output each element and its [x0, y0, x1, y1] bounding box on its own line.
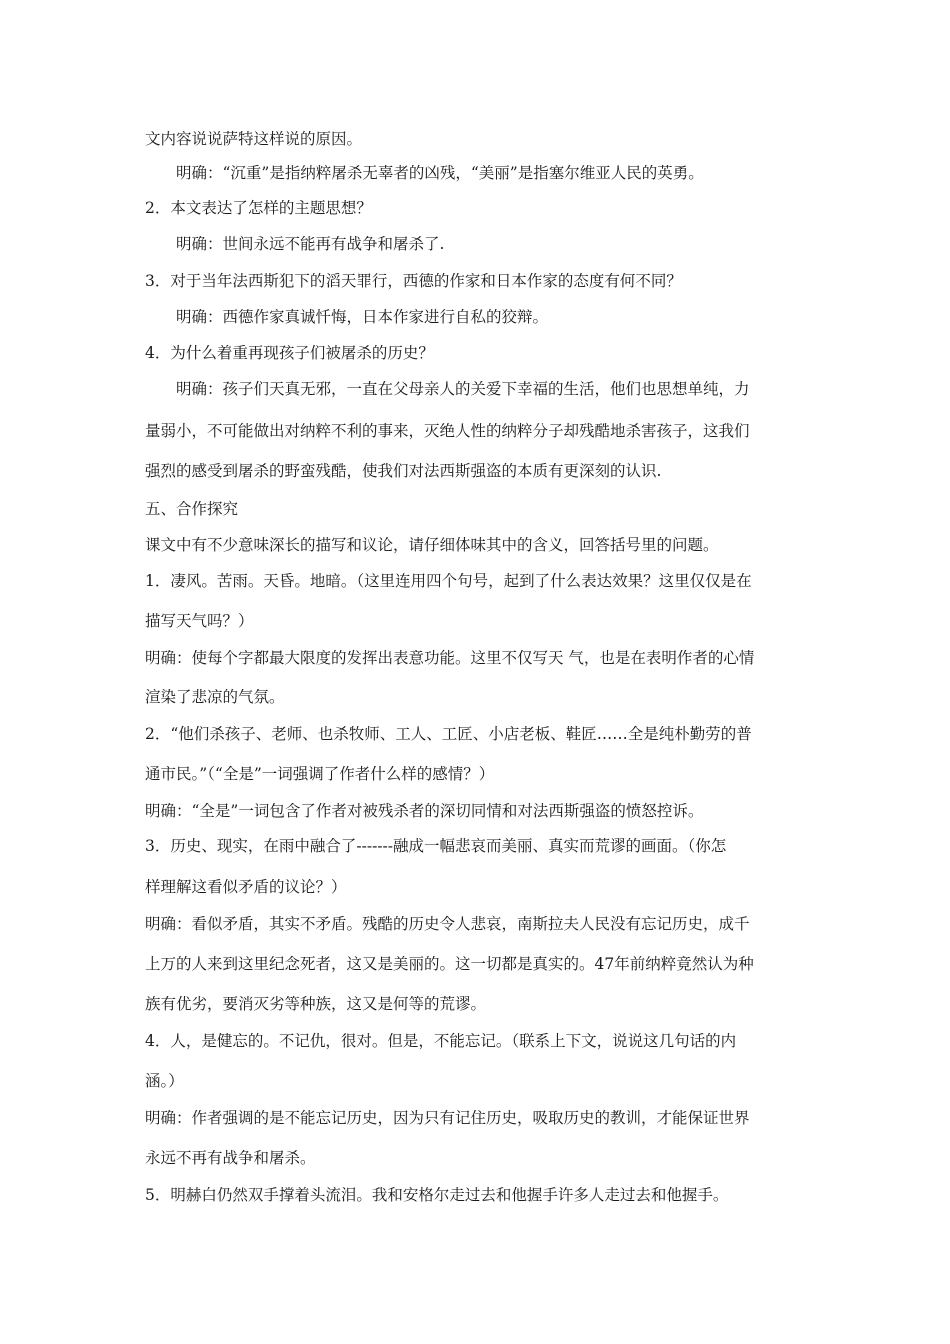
text-line: 永远不再有战争和屠杀。 [145, 1149, 316, 1167]
text-line: 1．凄风。苦雨。天昏。地暗。（这里连用四个句号，起到了什么表达效果？这里仅仅是在 [145, 572, 752, 590]
text-line: 涵。） [145, 1072, 184, 1090]
text-line: 族有优劣，要消灭劣等种族，这又是何等的荒谬。 [145, 995, 487, 1013]
section-heading: 五、合作探究 [145, 500, 239, 518]
text-line: 明确：西德作家真诚忏悔，日本作家进行自私的狡辩。 [176, 308, 549, 326]
text-line: 强烈的感受到屠杀的野蛮残酷，使我们对法西斯强盗的本质有更深刻的认识. [145, 462, 662, 480]
text-line: 5．明赫白仍然双手撑着头流泪。我和安格尔走过去和他握手许多人走过去和他握手。 [145, 1186, 729, 1204]
text-line: 文内容说说萨特这样说的原因。 [145, 130, 363, 148]
text-line: 上万的人来到这里纪念死者，这又是美丽的。这一切都是真实的。47年前纳粹竟然认为种 [145, 955, 754, 973]
text-line: 量弱小，不可能做出对纳粹不利的事来，灭绝人性的纳粹分子却残酷地杀害孩子，这我们 [145, 422, 750, 440]
text-line: 渲染了悲凉的气氛。 [145, 688, 285, 706]
text-line: 明确：作者强调的是不能忘记历史，因为只有记住历史，吸取历史的教训，才能保证世界 [145, 1109, 750, 1127]
text-line: 2．“他们杀孩子、老师、也杀牧师、工人、工匠、小店老板、鞋匠……全是纯朴勤劳的普 [145, 725, 752, 743]
text-line: 明确：“全是”一词包含了作者对被残杀者的深切同情和对法西斯强盗的愤怒控诉。 [145, 802, 704, 820]
text-line: 通市民。”（“全是”一词强调了作者什么样的感情？） [145, 765, 495, 783]
text-line: 2．本文表达了怎样的主题思想？ [145, 199, 372, 217]
text-line: 描写天气吗？） [145, 612, 254, 630]
text-line: 3．对于当年法西斯犯下的滔天罪行，西德的作家和日本作家的态度有何不同？ [145, 272, 682, 290]
text-line: 明确：“沉重”是指纳粹屠杀无辜者的凶残，“美丽”是指塞尔维亚人民的英勇。 [176, 164, 704, 182]
text-line: 明确：使每个字都最大限度的发挥出表意功能。这里不仅写天 气，也是在表明作者的心情 [145, 649, 755, 667]
text-line: 明确：看似矛盾，其实不矛盾。残酷的历史令人悲哀，南斯拉夫人民没有忘记历史，成千 [145, 915, 750, 933]
text-line: 明确：世间永远不能再有战争和屠杀了. [176, 235, 445, 253]
text-line: 3．历史、现实，在雨中融合了-------融成一幅悲哀而美丽、真实而荒谬的画面。（你怎 [145, 837, 727, 855]
text-line: 4．人，是健忘的。不记仇，很对。但是，不能忘记。（联系上下文，说说这几句话的内 [145, 1032, 737, 1050]
text-line: 样理解这看似矛盾的议论？） [145, 878, 347, 896]
text-line: 明确：孩子们天真无邪，一直在父母亲人的关爱下幸福的生活，他们也思想单纯，力 [176, 380, 750, 398]
text-line: 课文中有不少意味深长的描写和议论，请仔细体味其中的含义，回答括号里的问题。 [145, 536, 719, 554]
text-line: 4．为什么着重再现孩子们被屠杀的历史？ [145, 344, 434, 362]
